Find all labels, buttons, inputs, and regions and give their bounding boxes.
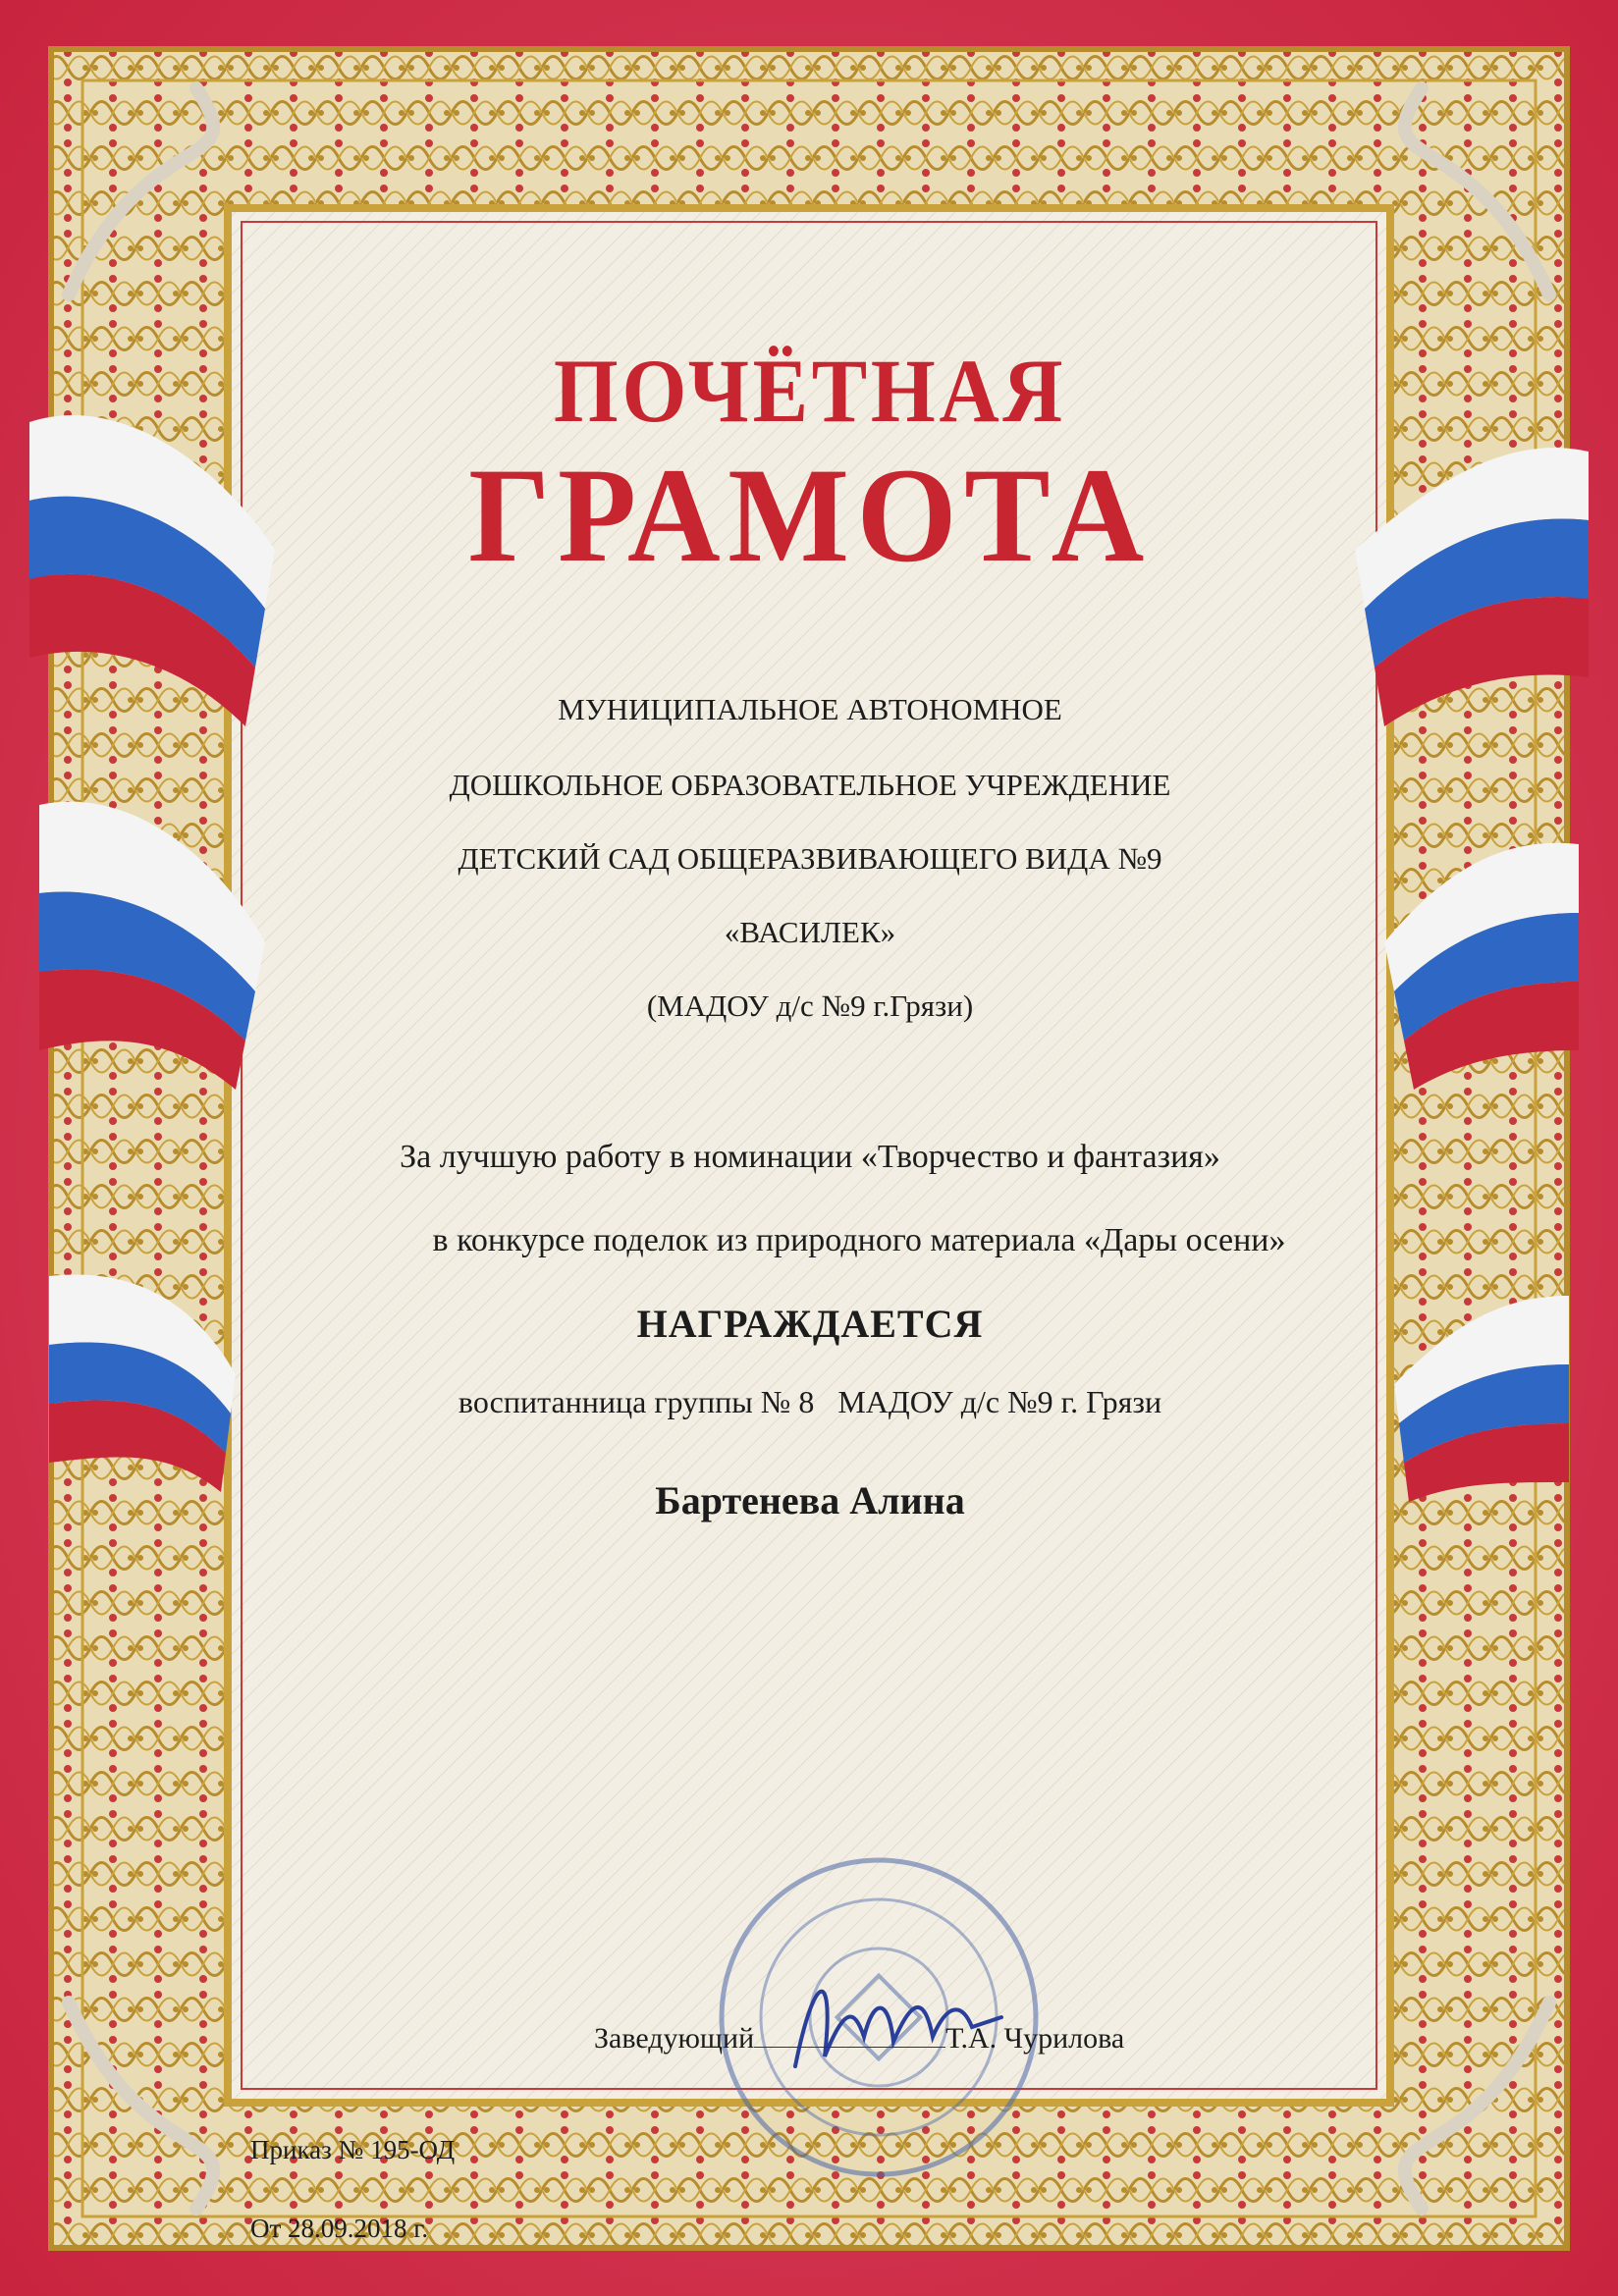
org-line3: ДЕТСКИЙ САД ОБЩЕРАЗВИВАЮЩЕГО ВИДА №9 <box>458 841 1162 876</box>
org-line2: ДОШКОЛЬНОЕ ОБРАЗОВАТЕЛЬНОЕ УЧРЕЖДЕНИЕ <box>449 768 1171 802</box>
reason-line1: За лучшую работу в номинации «Творчество и фантазия» <box>400 1139 1220 1175</box>
certificate-content <box>241 221 1379 2243</box>
signature-name: Т.А. Чурилова <box>945 2022 1125 2055</box>
signature-block <box>594 2022 1124 2056</box>
reason-line2: в конкурсе поделок из природного материала «Дары осени» <box>432 1222 1286 1258</box>
org-line1: МУНИЦИПАЛЬНОЕ АВТОНОМНОЕ <box>558 692 1062 726</box>
org-line4: «ВАСИЛЕК» <box>724 915 896 949</box>
signature-role: Заведующий <box>594 2022 755 2055</box>
order-number: Приказ № 195-ОД <box>250 2135 456 2164</box>
award-label: НАГРАЖДАЕТСЯ <box>636 1302 984 1346</box>
title-line2: ГРАМОТА <box>468 440 1152 590</box>
recipient-name: Бартенева Алина <box>655 1478 965 1522</box>
signature-line <box>754 2023 945 2048</box>
org-line5: (МАДОУ д/с №9 г.Грязи) <box>646 988 974 1023</box>
recipient-description: воспитанница группы № 8 МАДОУ д/с №9 г. Грязи <box>458 1384 1162 1419</box>
order-date: От 28.09.2018 г. <box>250 2214 429 2243</box>
title-line1: ПОЧЁТНАЯ <box>553 341 1067 441</box>
